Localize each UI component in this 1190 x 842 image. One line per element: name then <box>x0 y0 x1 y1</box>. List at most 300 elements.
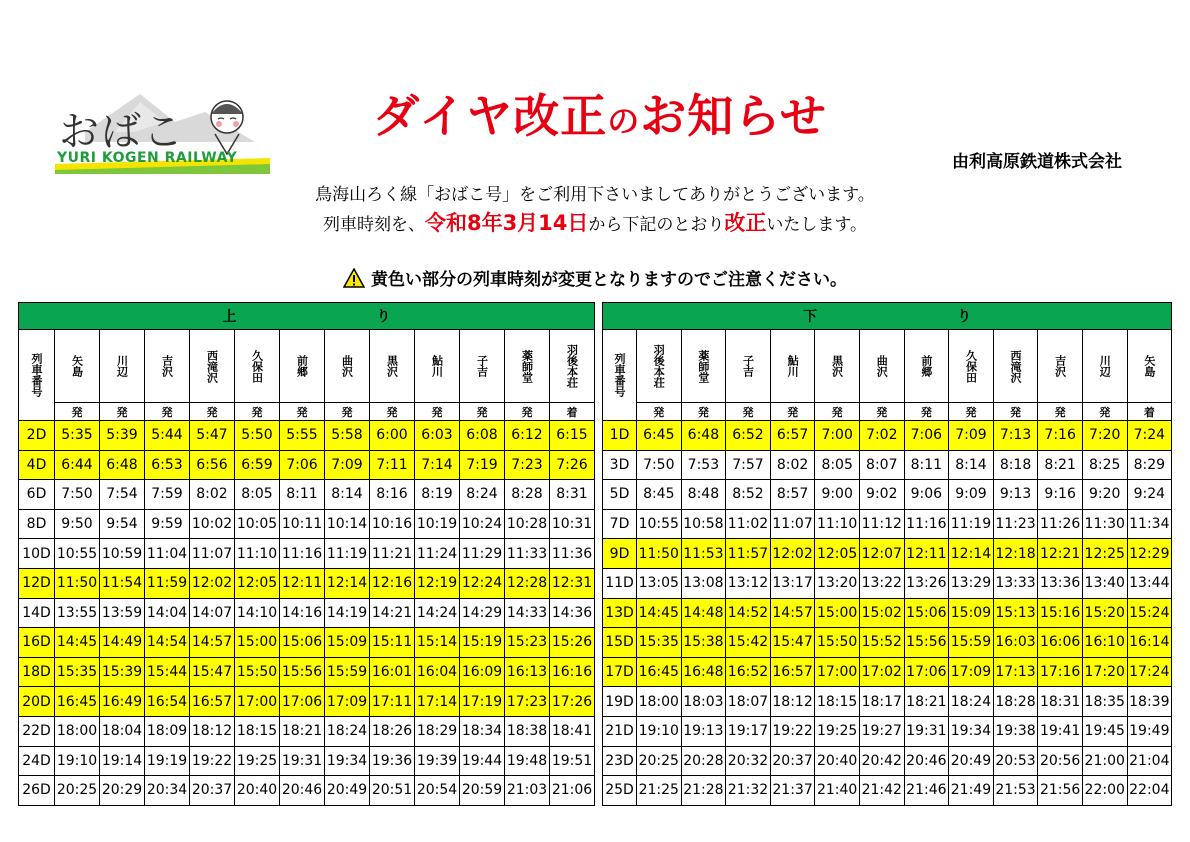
time-cell: 21:40 <box>815 776 860 806</box>
time-cell: 19:41 <box>1038 716 1083 746</box>
time-cell: 19:44 <box>460 746 505 776</box>
time-cell: 12:21 <box>1038 539 1083 569</box>
time-cell: 20:53 <box>993 746 1038 776</box>
station-header <box>1082 330 1127 403</box>
time-cell: 13:05 <box>637 568 682 598</box>
station-name: 曲沢 <box>340 355 354 377</box>
time-cell: 13:20 <box>815 568 860 598</box>
time-cell: 17:09 <box>949 657 994 687</box>
station-header <box>815 330 860 403</box>
action-label: 発 <box>55 403 100 421</box>
table-row <box>603 746 1172 776</box>
time-cell: 12:25 <box>1082 539 1127 569</box>
time-cell: 11:19 <box>325 539 370 569</box>
time-cell: 7:50 <box>55 480 100 510</box>
time-cell: 8:05 <box>815 450 860 480</box>
time-cell: 18:15 <box>815 687 860 717</box>
time-cell: 16:52 <box>726 657 771 687</box>
time-cell: 9:20 <box>1082 480 1127 510</box>
train-number: 5D <box>603 480 637 510</box>
train-number: 25D <box>603 776 637 806</box>
train-number: 6D <box>19 480 55 510</box>
time-cell: 10:59 <box>100 539 145 569</box>
time-cell: 17:24 <box>1127 657 1172 687</box>
time-cell: 20:28 <box>681 746 726 776</box>
time-cell: 19:22 <box>770 716 815 746</box>
time-cell: 12:24 <box>460 568 505 598</box>
time-cell: 12:19 <box>415 568 460 598</box>
time-cell: 20:54 <box>415 776 460 806</box>
time-cell: 14:04 <box>145 598 190 628</box>
notice <box>0 265 1190 293</box>
time-cell: 8:21 <box>1038 450 1083 480</box>
time-cell: 21:37 <box>770 776 815 806</box>
time-cell: 15:09 <box>325 628 370 658</box>
station-name: 西滝沢 <box>205 349 219 383</box>
time-cell: 9:50 <box>55 509 100 539</box>
station-name: 鮎川 <box>786 355 800 377</box>
train-number-label: 列車番号 <box>30 353 43 397</box>
station-header <box>190 330 235 403</box>
time-cell: 10:58 <box>681 509 726 539</box>
time-cell: 14:16 <box>280 598 325 628</box>
time-cell: 11:04 <box>145 539 190 569</box>
time-cell: 16:49 <box>100 687 145 717</box>
action-label: 発 <box>1082 403 1127 421</box>
revision-date: 令和8年3月14日 <box>424 211 589 235</box>
time-cell: 21:53 <box>993 776 1038 806</box>
station-header <box>681 330 726 403</box>
train-number: 14D <box>19 598 55 628</box>
time-cell: 20:40 <box>235 776 280 806</box>
time-cell: 15:50 <box>235 657 280 687</box>
station-name: 前郷 <box>919 355 933 377</box>
time-cell: 18:26 <box>370 716 415 746</box>
time-cell: 6:48 <box>681 421 726 451</box>
station-header <box>145 330 190 403</box>
time-cell: 17:09 <box>325 687 370 717</box>
time-cell: 16:45 <box>55 687 100 717</box>
station-name: 子吉 <box>741 355 755 377</box>
station-header <box>370 330 415 403</box>
action-label: 発 <box>100 403 145 421</box>
direction-label-1: 上 <box>222 309 237 325</box>
station-header <box>460 330 505 403</box>
time-cell: 11:24 <box>415 539 460 569</box>
title-part3: お知らせ <box>640 89 827 143</box>
time-cell: 5:44 <box>145 421 190 451</box>
time-cell: 20:37 <box>190 776 235 806</box>
time-cell: 6:00 <box>370 421 415 451</box>
table-row <box>603 628 1172 658</box>
action-label: 発 <box>190 403 235 421</box>
time-cell: 8:11 <box>904 450 949 480</box>
train-number: 12D <box>19 568 55 598</box>
station-header <box>949 330 994 403</box>
time-cell: 10:55 <box>55 539 100 569</box>
train-number: 7D <box>603 509 637 539</box>
time-cell: 14:45 <box>55 628 100 658</box>
time-cell: 7:02 <box>859 421 904 451</box>
time-cell: 19:51 <box>550 746 595 776</box>
time-cell: 19:17 <box>726 716 771 746</box>
table-row <box>19 539 595 569</box>
time-cell: 9:00 <box>815 480 860 510</box>
time-cell: 18:29 <box>415 716 460 746</box>
time-cell: 16:03 <box>993 628 1038 658</box>
time-cell: 15:19 <box>460 628 505 658</box>
time-cell: 11:33 <box>505 539 550 569</box>
time-cell: 11:23 <box>993 509 1038 539</box>
time-cell: 7:24 <box>1127 421 1172 451</box>
time-cell: 12:14 <box>325 568 370 598</box>
time-cell: 13:44 <box>1127 568 1172 598</box>
time-cell: 15:44 <box>145 657 190 687</box>
time-cell: 11:26 <box>1038 509 1083 539</box>
time-cell: 17:13 <box>993 657 1038 687</box>
table-row <box>19 480 595 510</box>
time-cell: 15:42 <box>726 628 771 658</box>
train-number: 21D <box>603 716 637 746</box>
time-cell: 20:46 <box>280 776 325 806</box>
time-cell: 17:06 <box>904 657 949 687</box>
train-number-header <box>19 330 55 421</box>
time-cell: 20:56 <box>1038 746 1083 776</box>
time-cell: 11:10 <box>815 509 860 539</box>
time-cell: 7:00 <box>815 421 860 451</box>
action-label: 発 <box>460 403 505 421</box>
time-cell: 6:53 <box>145 450 190 480</box>
time-cell: 11:10 <box>235 539 280 569</box>
station-name: 久保田 <box>250 349 264 383</box>
time-cell: 14:45 <box>637 598 682 628</box>
table-row <box>603 509 1172 539</box>
station-name: 鮎川 <box>430 355 444 377</box>
time-cell: 12:14 <box>949 539 994 569</box>
time-cell: 21:42 <box>859 776 904 806</box>
time-cell: 6:57 <box>770 421 815 451</box>
time-cell: 18:21 <box>904 687 949 717</box>
time-cell: 15:39 <box>100 657 145 687</box>
action-label: 発 <box>415 403 460 421</box>
warning-icon <box>343 268 365 293</box>
time-cell: 16:16 <box>550 657 595 687</box>
time-cell: 8:02 <box>190 480 235 510</box>
table-row <box>603 450 1172 480</box>
action-label: 発 <box>726 403 771 421</box>
time-cell: 20:49 <box>949 746 994 776</box>
time-cell: 18:35 <box>1082 687 1127 717</box>
time-cell: 8:45 <box>637 480 682 510</box>
action-label: 発 <box>637 403 682 421</box>
time-cell: 6:12 <box>505 421 550 451</box>
time-cell: 8:05 <box>235 480 280 510</box>
time-cell: 13:29 <box>949 568 994 598</box>
time-cell: 15:35 <box>55 657 100 687</box>
station-name: 吉沢 <box>160 355 174 377</box>
action-label: 発 <box>145 403 190 421</box>
time-cell: 19:10 <box>637 716 682 746</box>
time-cell: 17:26 <box>550 687 595 717</box>
time-cell: 17:19 <box>460 687 505 717</box>
time-cell: 10:02 <box>190 509 235 539</box>
time-cell: 18:17 <box>859 687 904 717</box>
time-cell: 21:04 <box>1127 746 1172 776</box>
time-cell: 18:00 <box>55 716 100 746</box>
time-cell: 13:59 <box>100 598 145 628</box>
time-cell: 13:22 <box>859 568 904 598</box>
time-cell: 16:57 <box>190 687 235 717</box>
time-cell: 20:29 <box>100 776 145 806</box>
time-cell: 11:07 <box>190 539 235 569</box>
time-cell: 20:42 <box>859 746 904 776</box>
station-header <box>859 330 904 403</box>
time-cell: 15:24 <box>1127 598 1172 628</box>
timetable-up <box>18 302 595 806</box>
time-cell: 7:13 <box>993 421 1038 451</box>
time-cell: 17:02 <box>859 657 904 687</box>
station-name: 吉沢 <box>1053 355 1067 377</box>
time-cell: 16:45 <box>637 657 682 687</box>
time-cell: 11:34 <box>1127 509 1172 539</box>
time-cell: 8:18 <box>993 450 1038 480</box>
time-cell: 13:12 <box>726 568 771 598</box>
time-cell: 19:10 <box>55 746 100 776</box>
time-cell: 15:26 <box>550 628 595 658</box>
time-cell: 20:25 <box>55 776 100 806</box>
time-cell: 10:19 <box>415 509 460 539</box>
time-cell: 18:00 <box>637 687 682 717</box>
time-cell: 6:56 <box>190 450 235 480</box>
notice-text: 黄色い部分の列車時刻が変更となりますのでご注意ください。 <box>371 270 847 290</box>
intro-line2-a: 列車時刻を、 <box>322 215 425 235</box>
time-cell: 14:33 <box>505 598 550 628</box>
time-cell: 9:13 <box>993 480 1038 510</box>
time-cell: 14:24 <box>415 598 460 628</box>
obako-logo <box>55 92 270 174</box>
train-number: 2D <box>19 421 55 451</box>
time-cell: 20:46 <box>904 746 949 776</box>
station-header <box>325 330 370 403</box>
action-label: 発 <box>949 403 994 421</box>
time-cell: 15:00 <box>235 628 280 658</box>
time-cell: 15:09 <box>949 598 994 628</box>
time-cell: 12:18 <box>993 539 1038 569</box>
time-cell: 13:17 <box>770 568 815 598</box>
time-cell: 9:59 <box>145 509 190 539</box>
time-cell: 7:09 <box>949 421 994 451</box>
station-name: 子吉 <box>475 355 489 377</box>
time-cell: 5:47 <box>190 421 235 451</box>
time-cell: 16:06 <box>1038 628 1083 658</box>
station-name: 羽後本荘 <box>652 344 666 388</box>
time-cell: 13:55 <box>55 598 100 628</box>
time-cell: 17:14 <box>415 687 460 717</box>
time-cell: 11:59 <box>145 568 190 598</box>
time-cell: 15:59 <box>325 657 370 687</box>
time-cell: 19:31 <box>280 746 325 776</box>
time-cell: 19:14 <box>100 746 145 776</box>
time-cell: 7:11 <box>370 450 415 480</box>
time-cell: 19:39 <box>415 746 460 776</box>
time-cell: 9:24 <box>1127 480 1172 510</box>
time-cell: 11:54 <box>100 568 145 598</box>
time-cell: 15:16 <box>1038 598 1083 628</box>
action-label: 発 <box>815 403 860 421</box>
time-cell: 11:16 <box>280 539 325 569</box>
time-cell: 11:57 <box>726 539 771 569</box>
station-name: 矢島 <box>1142 355 1156 377</box>
time-cell: 12:02 <box>770 539 815 569</box>
time-cell: 8:29 <box>1127 450 1172 480</box>
table-row <box>19 509 595 539</box>
logo-subtext: YURI KOGEN RAILWAY <box>57 150 238 166</box>
station-name: 黒沢 <box>830 355 844 377</box>
time-cell: 7:06 <box>280 450 325 480</box>
title-part1: ダイヤ改正 <box>373 89 608 143</box>
time-cell: 15:00 <box>815 598 860 628</box>
time-cell: 8:25 <box>1082 450 1127 480</box>
time-cell: 8:24 <box>460 480 505 510</box>
station-header <box>637 330 682 403</box>
time-cell: 8:31 <box>550 480 595 510</box>
time-cell: 8:14 <box>325 480 370 510</box>
time-cell: 7:20 <box>1082 421 1127 451</box>
time-cell: 18:31 <box>1038 687 1083 717</box>
train-number: 19D <box>603 687 637 717</box>
time-cell: 10:14 <box>325 509 370 539</box>
station-name: 矢島 <box>70 355 84 377</box>
table-row <box>603 716 1172 746</box>
time-cell: 16:04 <box>415 657 460 687</box>
time-cell: 11:07 <box>770 509 815 539</box>
table-row <box>603 421 1172 451</box>
time-cell: 16:13 <box>505 657 550 687</box>
table-row <box>603 480 1172 510</box>
time-cell: 14:36 <box>550 598 595 628</box>
time-cell: 18:09 <box>145 716 190 746</box>
table-row <box>19 628 595 658</box>
time-cell: 9:06 <box>904 480 949 510</box>
train-number: 17D <box>603 657 637 687</box>
time-cell: 14:57 <box>190 628 235 658</box>
time-cell: 13:08 <box>681 568 726 598</box>
kaisei-text: 改正 <box>724 211 767 235</box>
time-cell: 14:07 <box>190 598 235 628</box>
time-cell: 13:36 <box>1038 568 1083 598</box>
time-cell: 13:26 <box>904 568 949 598</box>
table-row <box>19 716 595 746</box>
station-name: 西滝沢 <box>1009 349 1023 383</box>
time-cell: 16:10 <box>1082 628 1127 658</box>
station-header <box>770 330 815 403</box>
time-cell: 12:02 <box>190 568 235 598</box>
time-cell: 15:06 <box>280 628 325 658</box>
action-label: 発 <box>1038 403 1083 421</box>
time-cell: 8:19 <box>415 480 460 510</box>
train-number: 1D <box>603 421 637 451</box>
time-cell: 6:59 <box>235 450 280 480</box>
company-name: 由利高原鉄道株式会社 <box>952 152 1122 172</box>
train-number: 16D <box>19 628 55 658</box>
time-cell: 11:21 <box>370 539 415 569</box>
page-title <box>340 80 860 146</box>
train-number: 15D <box>603 628 637 658</box>
time-cell: 8:14 <box>949 450 994 480</box>
station-name: 川辺 <box>1098 355 1112 377</box>
time-cell: 15:06 <box>904 598 949 628</box>
time-cell: 11:36 <box>550 539 595 569</box>
direction-header <box>603 303 1172 330</box>
time-cell: 18:21 <box>280 716 325 746</box>
train-number: 24D <box>19 746 55 776</box>
time-cell: 18:04 <box>100 716 145 746</box>
time-cell: 14:10 <box>235 598 280 628</box>
time-cell: 7:53 <box>681 450 726 480</box>
time-cell: 9:54 <box>100 509 145 539</box>
station-header <box>55 330 100 403</box>
time-cell: 10:28 <box>505 509 550 539</box>
time-cell: 19:25 <box>815 716 860 746</box>
time-cell: 14:57 <box>770 598 815 628</box>
time-cell: 6:44 <box>55 450 100 480</box>
time-cell: 22:04 <box>1127 776 1172 806</box>
action-label: 発 <box>325 403 370 421</box>
time-cell: 15:56 <box>280 657 325 687</box>
time-cell: 11:53 <box>681 539 726 569</box>
time-cell: 6:08 <box>460 421 505 451</box>
time-cell: 15:59 <box>949 628 994 658</box>
time-cell: 12:05 <box>815 539 860 569</box>
time-cell: 7:19 <box>460 450 505 480</box>
time-cell: 19:45 <box>1082 716 1127 746</box>
time-cell: 20:32 <box>726 746 771 776</box>
time-cell: 6:03 <box>415 421 460 451</box>
table-row <box>19 776 595 806</box>
intro-line1: 鳥海山ろく線「おばこ号」をご利用下さいましてありがとうございます。 <box>315 185 875 205</box>
station-header <box>550 330 595 403</box>
time-cell: 15:50 <box>815 628 860 658</box>
intro-line2 <box>0 207 1190 237</box>
time-cell: 6:45 <box>637 421 682 451</box>
time-cell: 12:31 <box>550 568 595 598</box>
time-cell: 11:50 <box>55 568 100 598</box>
time-cell: 18:24 <box>949 687 994 717</box>
time-cell: 10:24 <box>460 509 505 539</box>
time-cell: 12:11 <box>904 539 949 569</box>
time-cell: 18:12 <box>770 687 815 717</box>
train-number: 10D <box>19 539 55 569</box>
time-cell: 12:05 <box>235 568 280 598</box>
train-number: 9D <box>603 539 637 569</box>
table-row <box>19 421 595 451</box>
time-cell: 19:38 <box>993 716 1038 746</box>
title-part2: の <box>607 102 641 140</box>
time-cell: 10:16 <box>370 509 415 539</box>
time-cell: 18:12 <box>190 716 235 746</box>
time-cell: 8:11 <box>280 480 325 510</box>
time-cell: 15:14 <box>415 628 460 658</box>
time-cell: 18:03 <box>681 687 726 717</box>
time-cell: 6:48 <box>100 450 145 480</box>
time-cell: 15:20 <box>1082 598 1127 628</box>
table-row <box>19 657 595 687</box>
time-cell: 21:32 <box>726 776 771 806</box>
station-header <box>505 330 550 403</box>
time-cell: 15:38 <box>681 628 726 658</box>
table-row <box>603 598 1172 628</box>
time-cell: 9:16 <box>1038 480 1083 510</box>
